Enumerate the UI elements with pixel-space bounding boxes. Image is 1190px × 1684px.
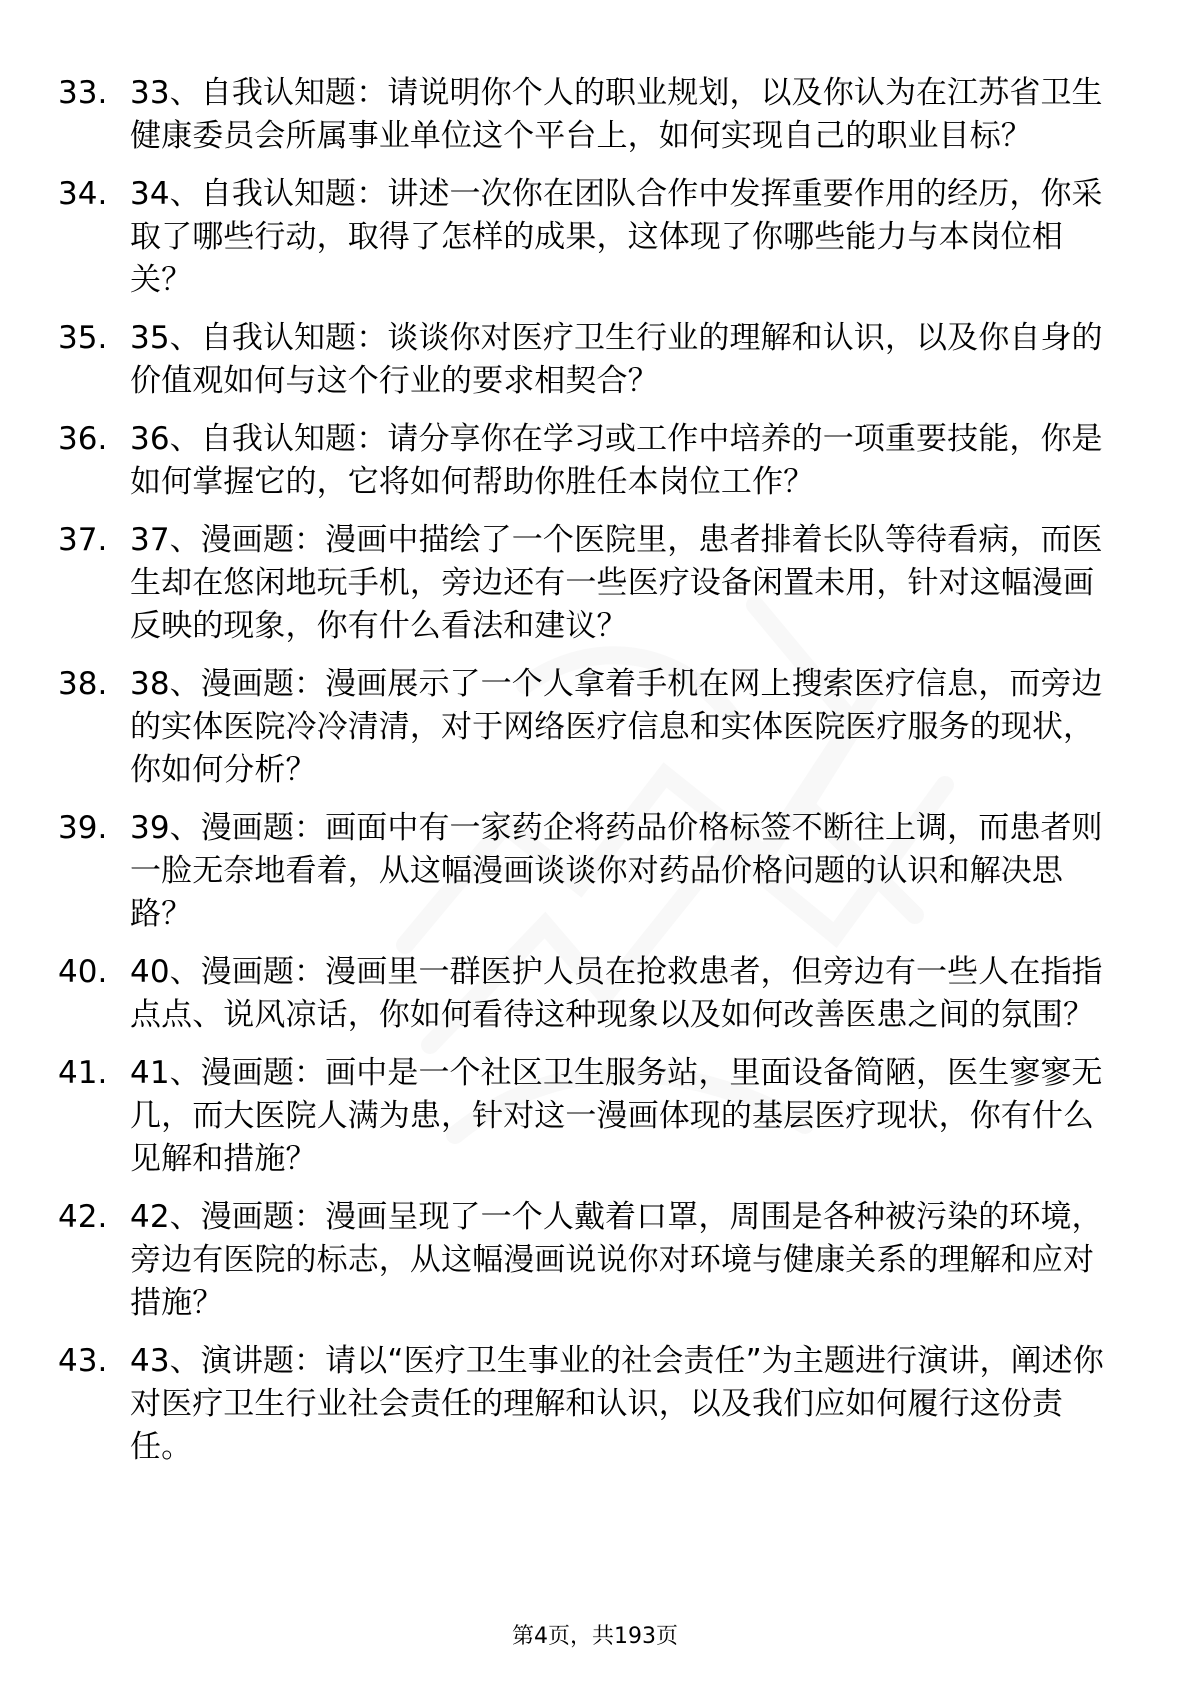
question-text: 39、漫画题：画面中有一家药企将药品价格标签不断往上调，而患者则一脸无奈地看着，从这幅漫画谈谈你对药品价格问题的认识和解决思路？: [130, 810, 1103, 932]
question-34: [58, 173, 1118, 302]
question-33: [58, 72, 1118, 158]
question-text: 38、漫画题：漫画展示了一个人拿着手机在网上搜索医疗信息，而旁边的实体医院冷冷清清，对于网络医疗信息和实体医院医疗服务的现状，你如何分析？: [130, 666, 1103, 788]
question-number: 38.: [58, 666, 108, 702]
question-text: 34、自我认知题：讲述一次你在团队合作中发挥重要作用的经历，你采取了哪些行动，取得了怎样的成果，这体现了你哪些能力与本岗位相关？: [130, 176, 1103, 298]
question-38: [58, 663, 1118, 792]
question-number: 39.: [58, 810, 108, 846]
question-text: 42、漫画题：漫画呈现了一个人戴着口罩，周围是各种被污染的环境，旁边有医院的标志，从这幅漫画说说你对环境与健康关系的理解和应对措施？: [130, 1199, 1103, 1321]
question-number: 33.: [58, 75, 108, 111]
question-36: [58, 418, 1118, 504]
question-35: [58, 317, 1118, 403]
question-number: 36.: [58, 421, 108, 457]
question-number: 35.: [58, 320, 108, 356]
page-footer: [0, 1622, 1190, 1652]
question-list: [58, 72, 1118, 1484]
question-text: 33、自我认知题：请说明你个人的职业规划，以及你认为在江苏省卫生健康委员会所属事业单位这个平台上，如何实现自己的职业目标？: [130, 75, 1103, 154]
question-number: 42.: [58, 1199, 108, 1235]
question-number: 34.: [58, 176, 108, 212]
question-40: [58, 951, 1118, 1037]
question-number: 43.: [58, 1343, 108, 1379]
question-number: 40.: [58, 954, 108, 990]
question-text: 40、漫画题：漫画里一群医护人员在抢救患者，但旁边有一些人在指指点点、说风凉话，你如何看待这种现象以及如何改善医患之间的氛围？: [130, 954, 1103, 1033]
question-text: 41、漫画题：画中是一个社区卫生服务站，里面设备简陋，医生寥寥无几，而大医院人满为患，针对这一漫画体现的基层医疗现状，你有什么见解和措施？: [130, 1055, 1103, 1177]
question-39: [58, 807, 1118, 936]
question-text: 35、自我认知题：谈谈你对医疗卫生行业的理解和认识，以及你自身的价值观如何与这个行业的要求相契合？: [130, 320, 1103, 399]
question-text: 36、自我认知题：请分享你在学习或工作中培养的一项重要技能，你是如何掌握它的，它将如何帮助你胜任本岗位工作？: [130, 421, 1103, 500]
question-text: 43、演讲题：请以“医疗卫生事业的社会责任”为主题进行演讲，阐述你对医疗卫生行业社会责任的理解和认识，以及我们应如何履行这份责任。: [130, 1343, 1104, 1465]
question-number: 41.: [58, 1055, 108, 1091]
question-41: [58, 1052, 1118, 1181]
question-43: [58, 1340, 1118, 1469]
question-37: [58, 519, 1118, 648]
question-text: 37、漫画题：漫画中描绘了一个医院里，患者排着长队等待看病，而医生却在悠闲地玩手机，旁边还有一些医疗设备闲置未用，针对这幅漫画反映的现象，你有什么看法和建议？: [130, 522, 1103, 644]
question-number: 37.: [58, 522, 108, 558]
page-indicator: 第4页，共193页: [512, 1624, 678, 1649]
question-42: [58, 1196, 1118, 1325]
